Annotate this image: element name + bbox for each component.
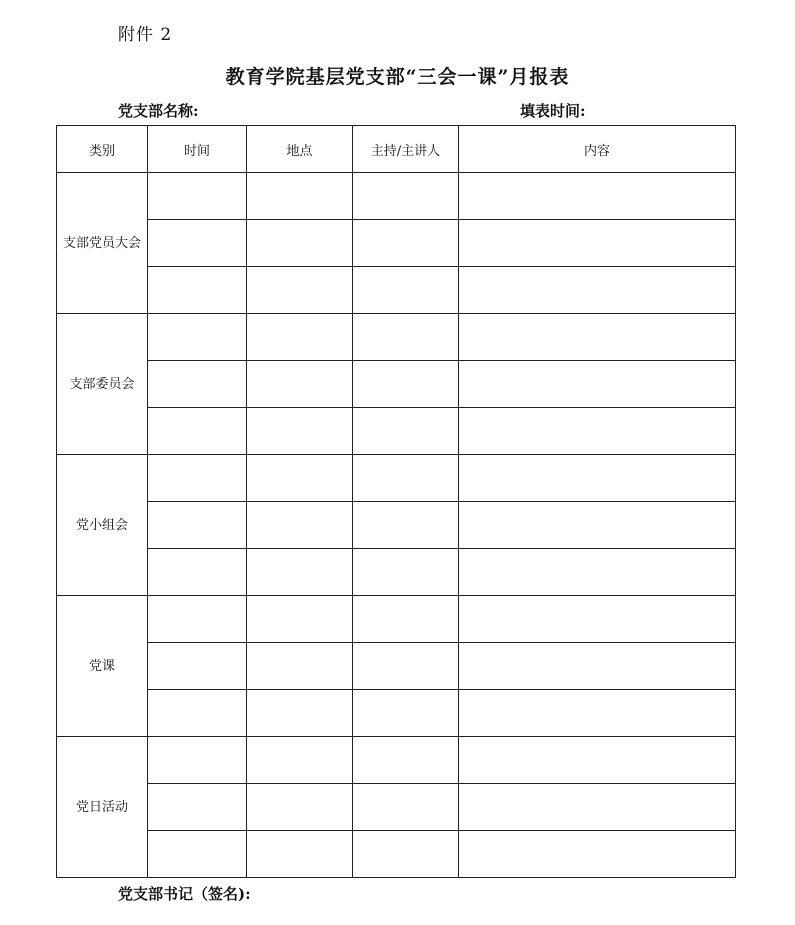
content-cell[interactable] (459, 549, 736, 596)
table-row (57, 408, 736, 455)
table-row (57, 361, 736, 408)
table-row (57, 314, 736, 361)
location-cell[interactable] (247, 643, 353, 690)
report-table (56, 125, 736, 878)
location-cell[interactable] (247, 267, 353, 314)
content-cell[interactable] (459, 408, 736, 455)
time-cell[interactable] (148, 690, 247, 737)
content-cell[interactable] (459, 502, 736, 549)
report-title: 教育学院基层党支部“三会一课”月报表 (225, 66, 570, 88)
content-cell[interactable] (459, 455, 736, 502)
time-cell[interactable] (148, 173, 247, 220)
table-row (57, 220, 736, 267)
category-cell: 党课 (57, 596, 148, 737)
time-cell[interactable] (148, 737, 247, 784)
location-cell[interactable] (247, 173, 353, 220)
time-cell[interactable] (148, 314, 247, 361)
content-cell[interactable] (459, 361, 736, 408)
content-cell[interactable] (459, 314, 736, 361)
header-time: 时间 (148, 126, 247, 173)
location-cell[interactable] (247, 314, 353, 361)
location-cell[interactable] (247, 455, 353, 502)
host-cell[interactable] (353, 784, 459, 831)
header-row (57, 126, 736, 173)
content-cell[interactable] (459, 737, 736, 784)
table-row (57, 690, 736, 737)
header-host: 主持/主讲人 (353, 126, 459, 173)
time-cell[interactable] (148, 596, 247, 643)
content-cell[interactable] (459, 643, 736, 690)
table-row (57, 737, 736, 784)
location-cell[interactable] (247, 596, 353, 643)
attachment-label: 附件 2 (118, 25, 173, 45)
category-cell: 党小组会 (57, 455, 148, 596)
time-cell[interactable] (148, 549, 247, 596)
host-cell[interactable] (353, 173, 459, 220)
table-row (57, 643, 736, 690)
time-cell[interactable] (148, 455, 247, 502)
location-cell[interactable] (247, 502, 353, 549)
location-cell[interactable] (247, 831, 353, 878)
time-cell[interactable] (148, 408, 247, 455)
host-cell[interactable] (353, 502, 459, 549)
host-cell[interactable] (353, 267, 459, 314)
host-cell[interactable] (353, 314, 459, 361)
header-location: 地点 (247, 126, 353, 173)
host-cell[interactable] (353, 737, 459, 784)
content-cell[interactable] (459, 220, 736, 267)
time-cell[interactable] (148, 361, 247, 408)
content-cell[interactable] (459, 784, 736, 831)
location-cell[interactable] (247, 690, 353, 737)
header-content: 内容 (459, 126, 736, 173)
location-cell[interactable] (247, 220, 353, 267)
location-cell[interactable] (247, 549, 353, 596)
content-cell[interactable] (459, 267, 736, 314)
table-row (57, 831, 736, 878)
host-cell[interactable] (353, 455, 459, 502)
content-cell[interactable] (459, 831, 736, 878)
table-row (57, 596, 736, 643)
host-cell[interactable] (353, 408, 459, 455)
content-cell[interactable] (459, 690, 736, 737)
table-row (57, 549, 736, 596)
host-cell[interactable] (353, 361, 459, 408)
location-cell[interactable] (247, 361, 353, 408)
time-cell[interactable] (148, 831, 247, 878)
host-cell[interactable] (353, 596, 459, 643)
table-row (57, 784, 736, 831)
category-cell: 支部委员会 (57, 314, 148, 455)
time-cell[interactable] (148, 784, 247, 831)
time-cell[interactable] (148, 502, 247, 549)
category-cell: 支部党员大会 (57, 173, 148, 314)
host-cell[interactable] (353, 831, 459, 878)
signature-label: 党支部书记（签名): (118, 885, 251, 903)
time-cell[interactable] (148, 643, 247, 690)
table-row (57, 267, 736, 314)
host-cell[interactable] (353, 643, 459, 690)
host-cell[interactable] (353, 549, 459, 596)
branch-name-label: 党支部名称: (118, 102, 199, 120)
table-row (57, 173, 736, 220)
time-cell[interactable] (148, 220, 247, 267)
content-cell[interactable] (459, 173, 736, 220)
location-cell[interactable] (247, 737, 353, 784)
table-row (57, 455, 736, 502)
time-cell[interactable] (148, 267, 247, 314)
host-cell[interactable] (353, 690, 459, 737)
location-cell[interactable] (247, 784, 353, 831)
location-cell[interactable] (247, 408, 353, 455)
host-cell[interactable] (353, 220, 459, 267)
fill-time-label: 填表时间: (520, 102, 586, 120)
category-cell: 党日活动 (57, 737, 148, 878)
content-cell[interactable] (459, 596, 736, 643)
header-category: 类别 (57, 126, 148, 173)
table-row (57, 502, 736, 549)
